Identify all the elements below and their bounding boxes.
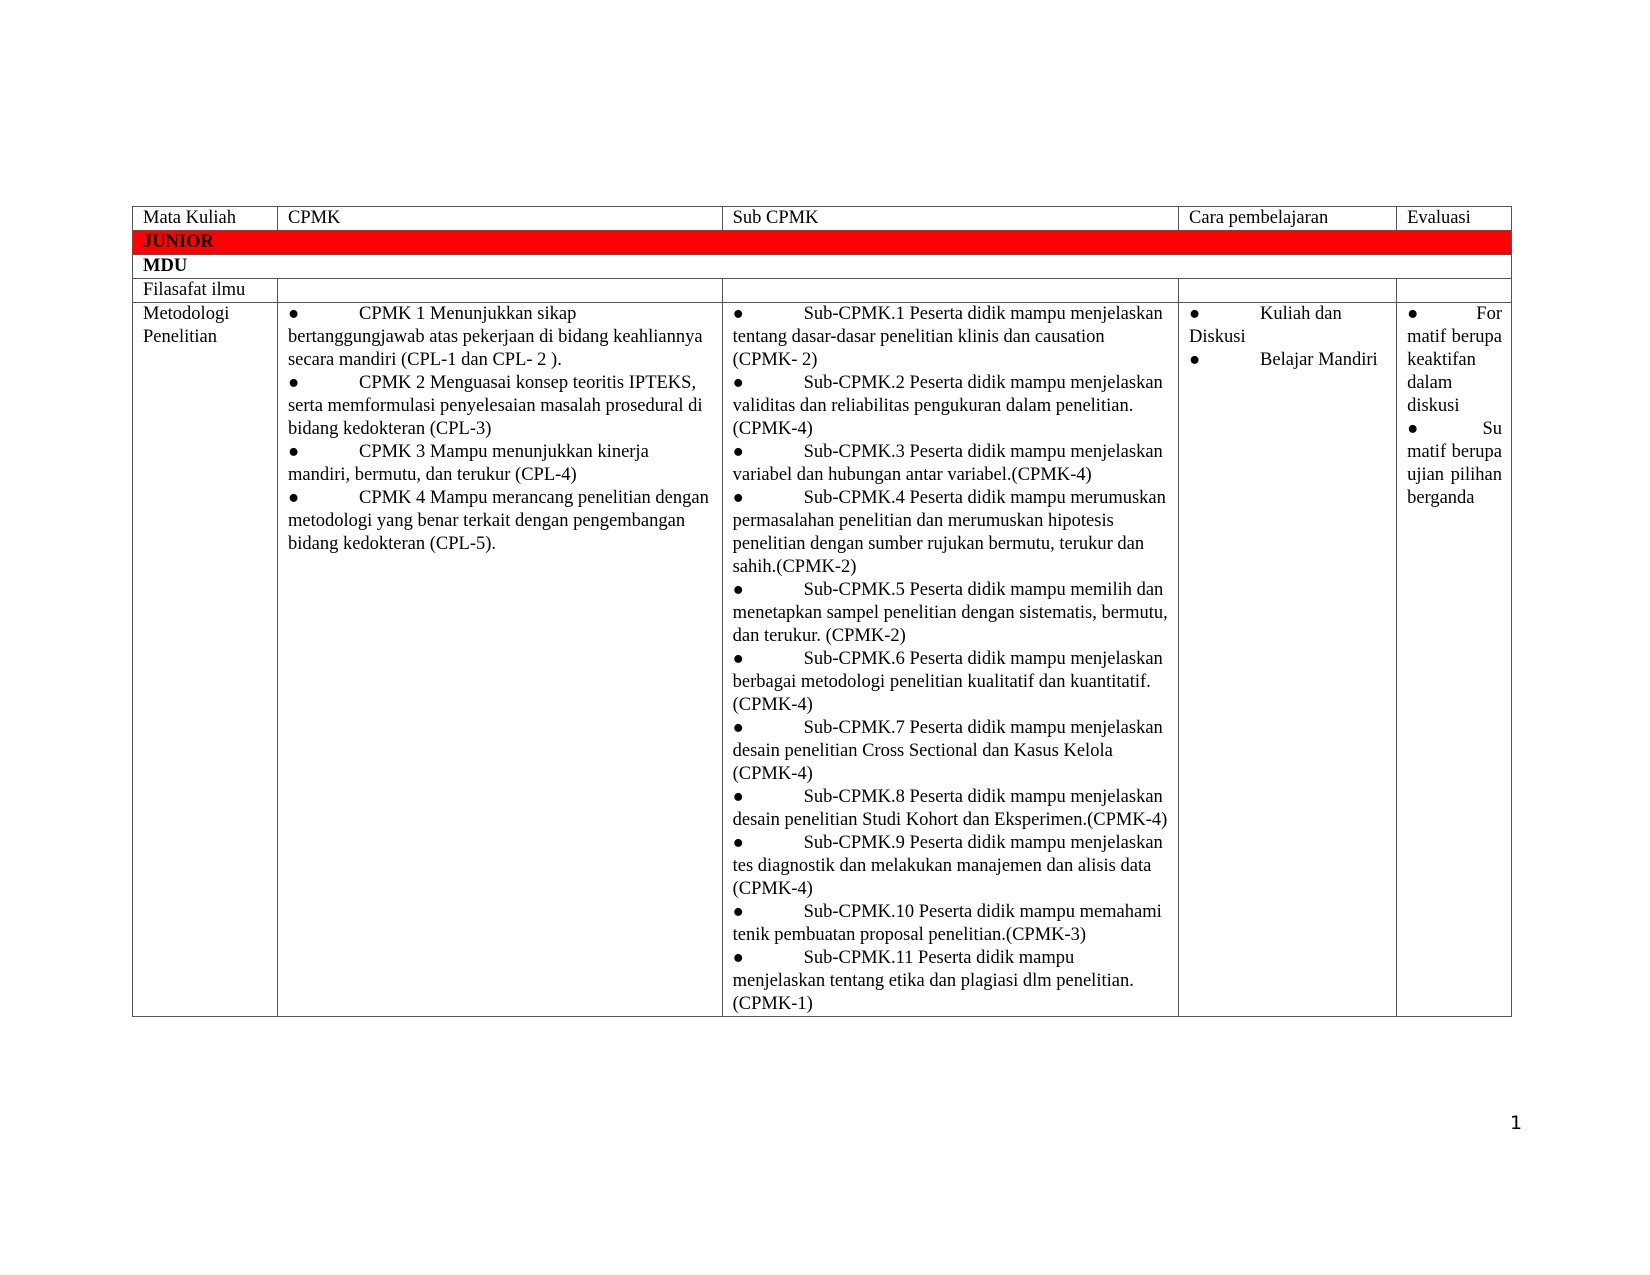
cpmk-item: ● CPMK 2 Menguasai konsep teoritis IPTEKS, serta memformulasi penyelesaian masalah prosedural di bidang kedokteran (CPL-3): [287, 373, 703, 439]
header-cpmk: CPMK: [277, 207, 722, 231]
header-cara-pembelajaran: Cara pembelajaran: [1179, 207, 1397, 231]
section-mdu-row: [133, 255, 1512, 279]
bullet-icon: ●: [732, 787, 744, 807]
sub-cpmk-item: ● Sub-CPMK.11 Peserta didik mampu menjelaskan tentang etika dan plagiasi dlm penelitian. (CPMK-1): [732, 948, 1134, 1014]
empty-cell: [1179, 279, 1397, 303]
bullet-icon: ●: [287, 442, 300, 462]
course-name: Filasafat ilmu: [133, 279, 278, 303]
header-evaluasi: Evaluasi: [1397, 207, 1512, 231]
bullet-icon: ●: [1407, 419, 1419, 439]
bullet-icon: ●: [287, 373, 300, 393]
bullet-icon: ●: [732, 304, 744, 324]
bullet-icon: ●: [1189, 350, 1201, 370]
bullet-icon: ●: [732, 488, 744, 508]
sub-cpmk-item: ● Sub-CPMK.6 Peserta didik mampu menjelaskan berbagai metodologi penelitian kualitatif dan kuantitatif.(CPMK-4): [732, 649, 1163, 715]
bullet-icon: ●: [732, 373, 744, 393]
header-sub-cpmk: Sub CPMK: [722, 207, 1178, 231]
bullet-icon: ●: [287, 488, 300, 508]
course-table: [132, 206, 1512, 1017]
page-number: 1: [1510, 1112, 1523, 1134]
bullet-icon: ●: [287, 304, 300, 324]
empty-cell: [722, 279, 1178, 303]
sub-cpmk-item: ● Sub-CPMK.5 Peserta didik mampu memilih dan menetapkan sampel penelitian dengan sistematis, bermutu, dan terukur. (CPMK-2): [732, 580, 1168, 646]
cara-item: ● Belajar Mandiri: [1189, 350, 1378, 370]
evaluasi-item: ● Su matif berupa ujian pilihan berganda: [1407, 419, 1502, 508]
empty-cell: [1397, 279, 1512, 303]
header-mata-kuliah: Mata Kuliah: [133, 207, 278, 231]
cara-item: ● Kuliah dan Diskusi: [1189, 304, 1342, 347]
sub-cpmk-item: ● Sub-CPMK.10 Peserta didik mampu memahami tenik pembuatan proposal penelitian.(CPMK-3): [732, 902, 1162, 945]
cpmk-item: ● CPMK 1 Menunjukkan sikap bertanggungjawab atas pekerjaan di bidang keahliannya secara mandiri (CPL-1 dan CPL- 2 ).: [287, 304, 703, 370]
section-junior-row: [133, 231, 1512, 255]
bullet-icon: ●: [732, 902, 744, 922]
bullet-icon: ●: [1189, 304, 1201, 324]
sub-cpmk-item: ● Sub-CPMK.8 Peserta didik mampu menjelaskan desain penelitian Studi Kohort dan Eksperimen.(CPMK-4): [732, 787, 1168, 830]
section-junior-label: JUNIOR: [133, 231, 1512, 255]
bullet-icon: ●: [732, 649, 744, 669]
sub-cpmk-item: ● Sub-CPMK.3 Peserta didik mampu menjelaskan variabel dan hubungan antar variabel.(CPMK-4): [732, 442, 1163, 485]
sub-cpmk-item: ● Sub-CPMK.1 Peserta didik mampu menjelaskan tentang dasar-dasar penelitian klinis dan causation (CPMK- 2): [732, 304, 1163, 370]
cpmk-item: ● CPMK 3 Mampu menunjukkan kinerja mandiri, bermutu, dan terukur (CPL-4): [287, 442, 649, 485]
bullet-icon: ●: [732, 948, 744, 968]
empty-cell: [277, 279, 722, 303]
sub-cpmk-cell: [722, 303, 1178, 1017]
bullet-icon: ●: [732, 580, 744, 600]
sub-cpmk-item: ● Sub-CPMK.2 Peserta didik mampu menjelaskan validitas dan reliabilitas pengukuran dalam penelitian.(CPMK-4): [732, 373, 1163, 439]
sub-cpmk-item: ● Sub-CPMK.9 Peserta didik mampu menjelaskan tes diagnostik dan melakukan manajemen dan alisis data (CPMK-4): [732, 833, 1163, 899]
bullet-icon: ●: [732, 442, 744, 462]
cpmk-item: ● CPMK 4 Mampu merancang penelitian dengan metodologi yang benar terkait dengan pengembangan bidang kedokteran (CPL-5).: [287, 488, 709, 554]
bullet-icon: ●: [732, 833, 744, 853]
table-row-filsafat: [133, 279, 1512, 303]
table-row-metodologi: [133, 303, 1512, 1017]
evaluasi-cell: [1397, 303, 1512, 1017]
header-row: [133, 207, 1512, 231]
bullet-icon: ●: [1407, 304, 1419, 324]
sub-cpmk-item: ● Sub-CPMK.7 Peserta didik mampu menjelaskan desain penelitian Cross Sectional dan Kasus Kelola (CPMK-4): [732, 718, 1163, 784]
course-name: Metodologi Penelitian: [133, 303, 278, 1017]
cara-pembelajaran-cell: [1179, 303, 1397, 1017]
section-mdu-label: MDU: [133, 255, 1512, 279]
evaluasi-item: ● For matif berupa keaktifan dalam diskusi: [1407, 304, 1502, 416]
bullet-icon: ●: [732, 718, 744, 738]
sub-cpmk-item: ● Sub-CPMK.4 Peserta didik mampu merumuskan permasalahan penelitian dan merumuskan hipotesis penelitian dengan sumber rujukan bermutu, terukur dan sahih.(CPMK-2): [732, 488, 1166, 577]
cpmk-cell: [277, 303, 722, 1017]
